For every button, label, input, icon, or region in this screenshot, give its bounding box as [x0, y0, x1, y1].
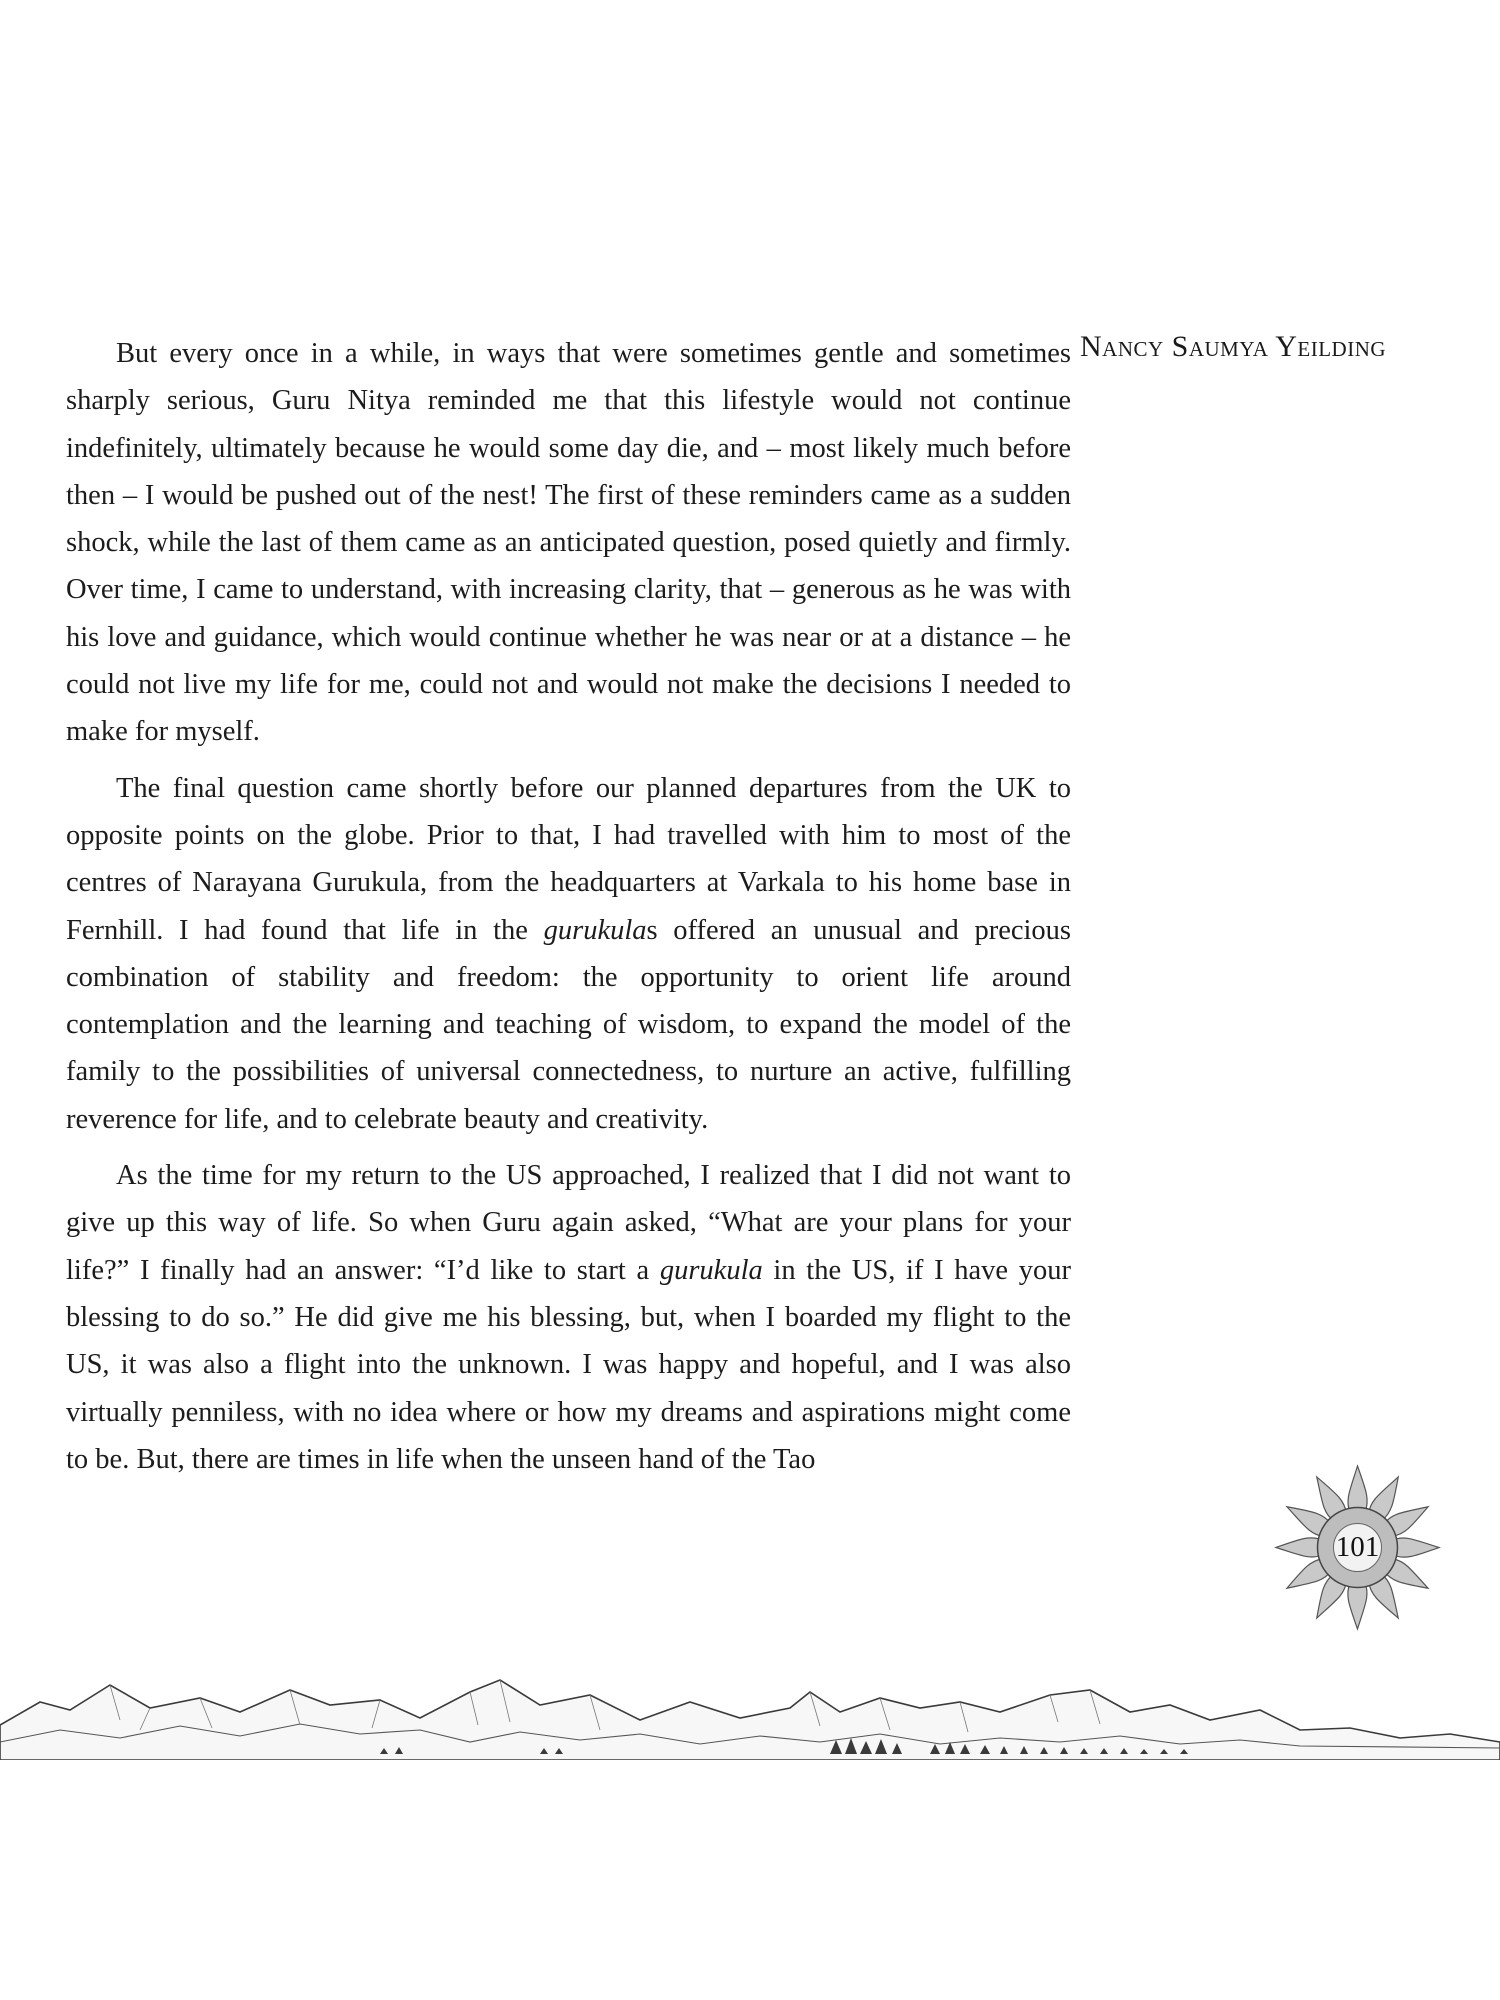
text-run: s offered an unusual and precious combination of stability and freedom: the opportunity to orient life around contemplation and the learning and teaching of wisdom, to expand the model of the family to the possibilities of universal connectedness, to nurture an active, fulfilling reverence for life, and to celebrate beauty and creativity. [66, 914, 1072, 1135]
text-run: in the US, if I have your blessing to do so.” He did give me his blessing, but, when I boarded my flight to the US, it was also a flight into the unknown. I was happy and hopeful, and I was also virtually penniless, with no idea where or how my dreams and aspirations might come to be. But, there are times in life when the unseen hand of the Tao [66, 1254, 1071, 1475]
body-text [66, 330, 1071, 1492]
italic-term: gurukula [659, 1254, 763, 1286]
paragraph [66, 330, 1071, 756]
running-header-author: Nancy Saumya Yeilding [1080, 330, 1387, 363]
mountain-range-illustration [0, 1650, 1500, 1760]
text-run: But every once in a while, in ways that were sometimes gentle and sometimes sharply serious, Guru Nitya reminded me that this lifestyle would not continue indefinitely, ultimately because he would some day die, and – most likely much before then – I would be pushed out of the nest! The first of these reminders came as a sudden shock, while the last of them came as an anticipated question, posed quietly and firmly. Over time, I came to understand, with increasing clarity, that – generous as he was with his love and guidance, which would continue whether he was near or at a distance – he could not live my life for me, could not and would not make the decisions I needed to make for myself. [66, 338, 1071, 748]
text-run: The final question came shortly before our planned departures from the UK to opposite points on the globe. Prior to that, I had travelled with him to most of the centres of Narayana Gurukula, from the headquarters at Varkala to his home base in Fernhill. I had found that life in the [66, 772, 1071, 946]
paragraph [66, 1152, 1071, 1483]
text-run: As the time for my return to the US approached, I realized that I did not want to give up this way of life. So when Guru again asked, “What are your plans for your life?” I finally had an answer: “I’d like to start a [66, 1160, 1071, 1286]
page-number: 101 [1335, 1531, 1380, 1563]
page-number-emblem [1270, 1460, 1445, 1635]
italic-term: gurukula [543, 914, 647, 946]
paragraph [66, 765, 1071, 1143]
